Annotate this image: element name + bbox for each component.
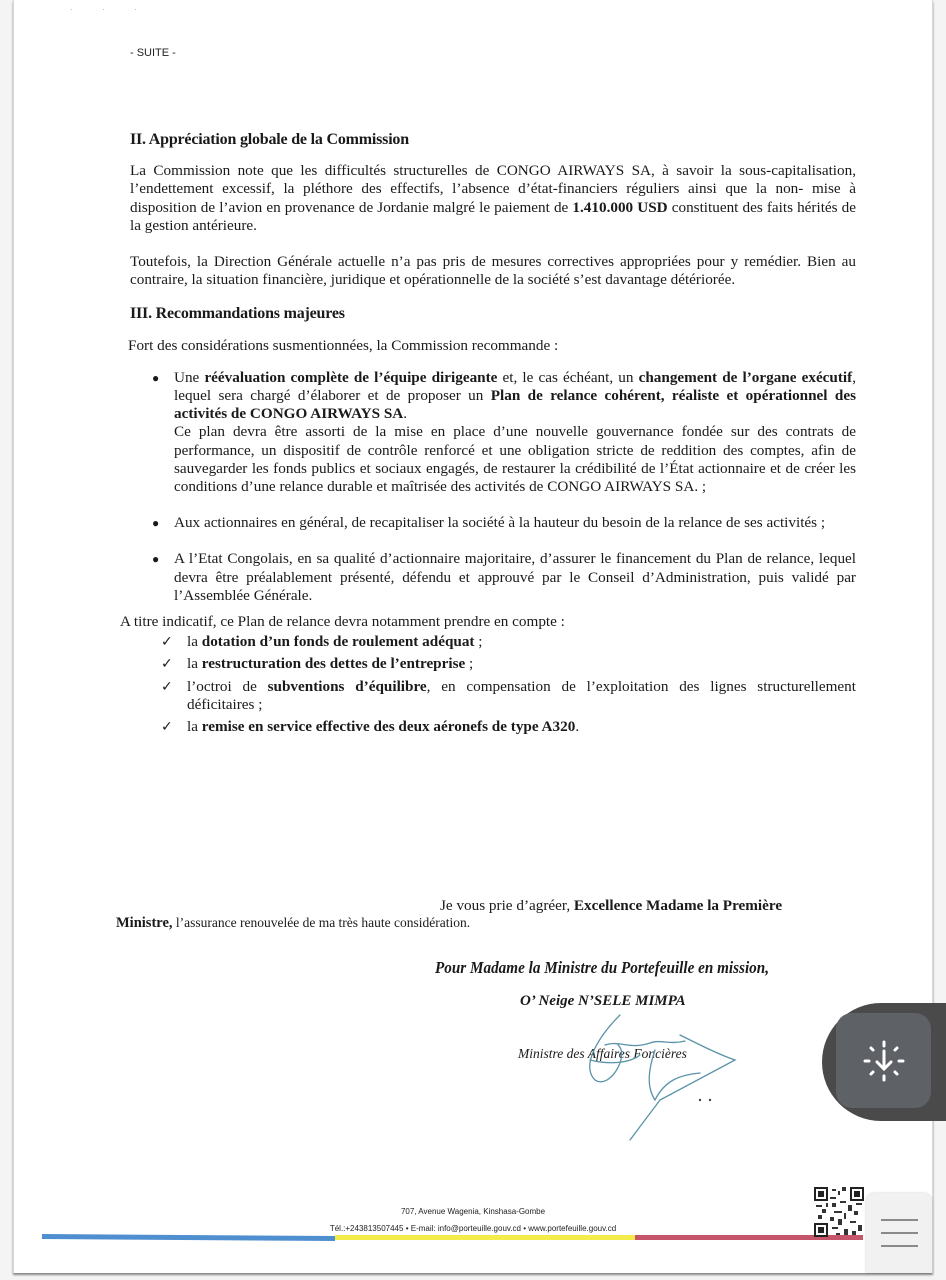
text: La Commission note que les difficultés structurelles de CONGO AIRWAYS SA, à savoir la sous-capitalisation, l’endettement excessif, la pléthore des effectifs, l’absence d’état-financiers réguliers ainsi que la non- mise à disposition de l’avion en provenance de Jordanie malgré le paiement de <box>130 162 856 216</box>
signature-stroke <box>605 1041 685 1046</box>
bold-text: remise en service effective des deux aéronefs de type A320 <box>201 718 576 736</box>
download-button[interactable] <box>836 1013 931 1108</box>
bold-text: dotation d’un fonds de roulement adéquat <box>201 633 475 651</box>
bold-text: subventions d’équilibre <box>267 677 427 695</box>
text: . <box>575 718 580 736</box>
bullet-icon: ● <box>152 370 160 385</box>
letter-body <box>120 131 857 740</box>
checklist-item <box>161 633 856 651</box>
text: ; <box>465 655 474 673</box>
text: A l’Etat Congolais, en sa qualité d’actionnaire majoritaire, d’assurer le financement du Plan de relance, lequel devra être préalablement présenté, défendu et approuvé par le Conseil d’Administration, puis validé par l’Assemblée Générale. <box>174 550 856 604</box>
text: l’assurance renouvelée de ma très haute considération. <box>172 915 471 930</box>
download-sparkle-icon <box>862 1039 906 1083</box>
checkmark-icon: ✓ <box>161 719 173 736</box>
continuation-label: - SUITE - <box>130 47 176 59</box>
signature-dot <box>699 1099 701 1101</box>
signature-stroke <box>590 1055 640 1063</box>
indicatif-intro: A titre indicatif, ce Plan de relance devra notamment prendre en compte : <box>120 613 565 631</box>
scan-marks: · · · <box>70 6 151 14</box>
bold-text: réévaluation complète de l’équipe dirigeante <box>204 368 498 386</box>
section-3-title: III. Recommandations majeures <box>130 305 345 323</box>
bold-text: changement de l’organe exécutif <box>638 368 853 386</box>
signatory-role: Ministre des Affaires Foncières <box>518 1046 687 1061</box>
signatory-name: O’ Neige N’SELE MIMPA <box>520 993 686 1009</box>
recommendation-item <box>152 368 856 496</box>
text: la <box>187 718 202 736</box>
separator: • <box>405 1224 409 1233</box>
text: , lequel sera chargé d’élaborer et de proposer un <box>174 368 856 405</box>
handwritten-signature <box>560 1005 760 1145</box>
checklist-item <box>161 718 856 736</box>
closing-line-1 <box>440 897 782 915</box>
signature-dot <box>709 1099 711 1101</box>
bold-text: Excellence Madame la Première <box>573 897 783 914</box>
text: . <box>403 405 408 423</box>
footer-email[interactable]: E-mail: info@porteuille.gouv.cd <box>410 1224 521 1233</box>
checklist-item <box>161 677 856 714</box>
checklist-item <box>161 655 856 673</box>
checkmark-icon: ✓ <box>161 678 173 695</box>
text: , en compensation de l’exploitation des lignes structurellement déficitaires ; <box>187 677 856 713</box>
footer-website[interactable]: www.portefeuille.gouv.cd <box>528 1224 617 1233</box>
signature-stroke <box>630 1035 735 1140</box>
signature-on-behalf: Pour Madame la Ministre du Portefeuille en mission, <box>435 958 770 977</box>
separator: • <box>523 1224 527 1233</box>
bold-text: Ministre, <box>116 915 173 931</box>
bold-text: Plan de relance cohérent, réaliste et opérationnel des activités de CONGO AIRWAYS SA <box>174 387 856 423</box>
qr-code <box>814 1187 864 1237</box>
checkmark-icon: ✓ <box>161 634 173 651</box>
hamburger-menu-icon <box>881 1232 918 1234</box>
closing-line-2 <box>116 915 470 932</box>
hamburger-menu-icon <box>881 1245 918 1247</box>
plan-checklist <box>130 633 856 736</box>
bullet-icon: ● <box>152 552 160 567</box>
menu-button[interactable] <box>866 1193 932 1273</box>
text: Je vous prie d’agréer, <box>440 897 574 914</box>
amount: 1.410.000 USD <box>572 198 668 216</box>
section-3-intro: Fort des considérations susmentionnées, la Commission recommande : <box>128 336 559 354</box>
flag-bar-yellow <box>335 1235 635 1240</box>
text: la <box>187 633 202 651</box>
recommendation-item <box>152 550 856 605</box>
footer-phone: Tél.:+243813507445 <box>329 1224 404 1233</box>
text: et, le cas échéant, un <box>497 368 639 386</box>
text: la <box>187 655 202 673</box>
recommendation-item <box>152 514 856 532</box>
text: l’octroi de <box>187 677 268 695</box>
section-2-paragraph-2: Toutefois, la Direction Générale actuelle n’a pas pris de mesures correctives appropriées pour y remédier. Bien au contraire, la situation financière, juridique et opérationnelle de la société s’est davantage détériorée. <box>130 253 856 289</box>
section-2-paragraph-1 <box>130 162 856 235</box>
text: ; <box>474 633 483 651</box>
bullet-icon: ● <box>152 516 160 531</box>
checkmark-icon: ✓ <box>161 656 173 673</box>
signature-stroke <box>590 1015 622 1082</box>
footer-address: 707, Avenue Wagenia, Kinshasa-Gombe <box>400 1207 546 1216</box>
recommendations-list <box>130 369 856 605</box>
hamburger-menu-icon <box>881 1219 918 1221</box>
footer-contact <box>0 1224 946 1233</box>
section-2-title: II. Appréciation globale de la Commission <box>130 131 409 148</box>
bold-text: restructuration des dettes de l’entreprise <box>201 655 466 673</box>
text: Ce plan devra être assorti de la mise en place d’une nouvelle gouvernance fondée sur des contrats de performance, un dispositif de contrôle renforcé et une obligation stricte de reddition des comptes, afin de sauvegarder les fonds publics et sociaux engagés, de restaurer la crédibilité de l’État actionnaire et de créer les conditions d’une relance durable et maîtrisée des activités de CONGO AIRWAYS SA. ; <box>174 423 856 496</box>
text: Aux actionnaires en général, de recapitaliser la société à la hauteur du besoin de la relance de ses activités ; <box>174 514 826 532</box>
text: Une <box>174 368 205 386</box>
text: constituent des faits hérités de la gestion antérieure. <box>130 198 857 234</box>
